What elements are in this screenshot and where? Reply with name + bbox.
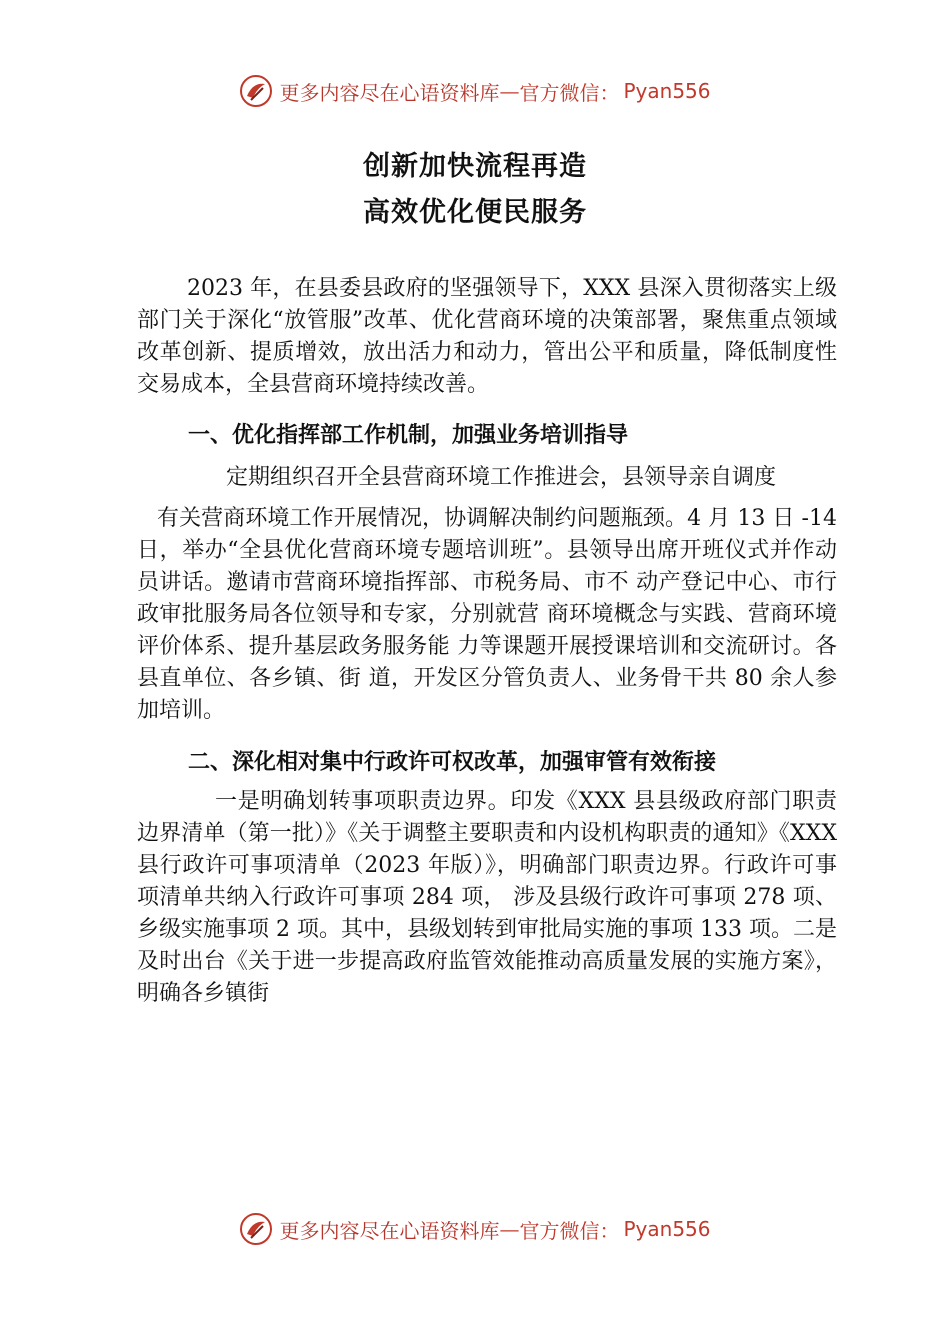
watermark-brand: 更多内容尽在心语资料库 — [279, 80, 500, 105]
section1-body: 有关营商环境工作开展情况，协调解决制约问题瓶颈。4 月 13 日 -14 日，举办“全县优化营商环境专题培训班”。县领导出席开班仪式并作动员讲话。邀请市营商环境指挥部、市税务局、市不 动产登记中心、市行政审批服务局各位领导和专家，分别就营 商环境概念与实践、营商环境评价体系、提升基层政务服务能 力等课题开展授课培训和交流研讨。各县直单位、各乡镇、街 道，开发区分管负责人、业务骨干共 80 余人参加培训。 — [137, 506, 837, 723]
section1-first-line: 定期组织召开全县营商环境工作推进会，县领导亲自调度 — [226, 465, 777, 490]
watermark-id: Pyan556 — [623, 79, 711, 103]
watermark-id: Pyan556 — [623, 1217, 711, 1241]
watermark-label: 官方微信： — [519, 1218, 620, 1243]
watermark-footer — [0, 1212, 950, 1246]
document-title-line2: 高效优化便民服务 — [363, 197, 587, 228]
document-title-line1: 创新加快流程再造 — [363, 151, 587, 182]
section1-heading: 一、优化指挥部工作机制，加强业务培训指导 — [188, 423, 629, 448]
watermark-separator: — — [499, 79, 520, 103]
section2-heading: 二、深化相对集中行政许可权改革，加强审管有效衔接 — [188, 750, 717, 775]
watermark-header — [0, 74, 950, 108]
brand-logo-icon — [239, 74, 273, 108]
watermark-label: 官方微信： — [519, 80, 620, 105]
watermark-separator: — — [499, 1217, 520, 1241]
intro-paragraph: 2023 年，在县委县政府的坚强领导下，XXX 县深入贯彻落实上级部门关于深化“放管服”改革、优化营商环境的决策部署，聚焦重点领域改革创新、提质增效，放出活力和动力，管出公平和质量，降低制度性交易成本，全县营商环境持续改善。 — [137, 276, 837, 397]
section2-body: 一是明确划转事项职责边界。印发《XXX 县县级政府部门职责边界清单（第一批）》《关于调整主要职责和内设机构职责的通知》《XXX 县行政许可事项清单（2023 年版）》，明确部门职责边界。行政许可事项清单共纳入行政许可事项 284 项， 涉及县级行政许可事项 278 项、乡级实施事项 2 项。其中，县级划转到审批局实施的事项 133 项。二是及时出台《关于进一步提高政府监管效能推动高质量发展的实施方案》，明确各乡镇街 — [137, 789, 837, 1006]
watermark-brand: 更多内容尽在心语资料库 — [279, 1218, 500, 1243]
brand-logo-icon — [239, 1212, 273, 1246]
